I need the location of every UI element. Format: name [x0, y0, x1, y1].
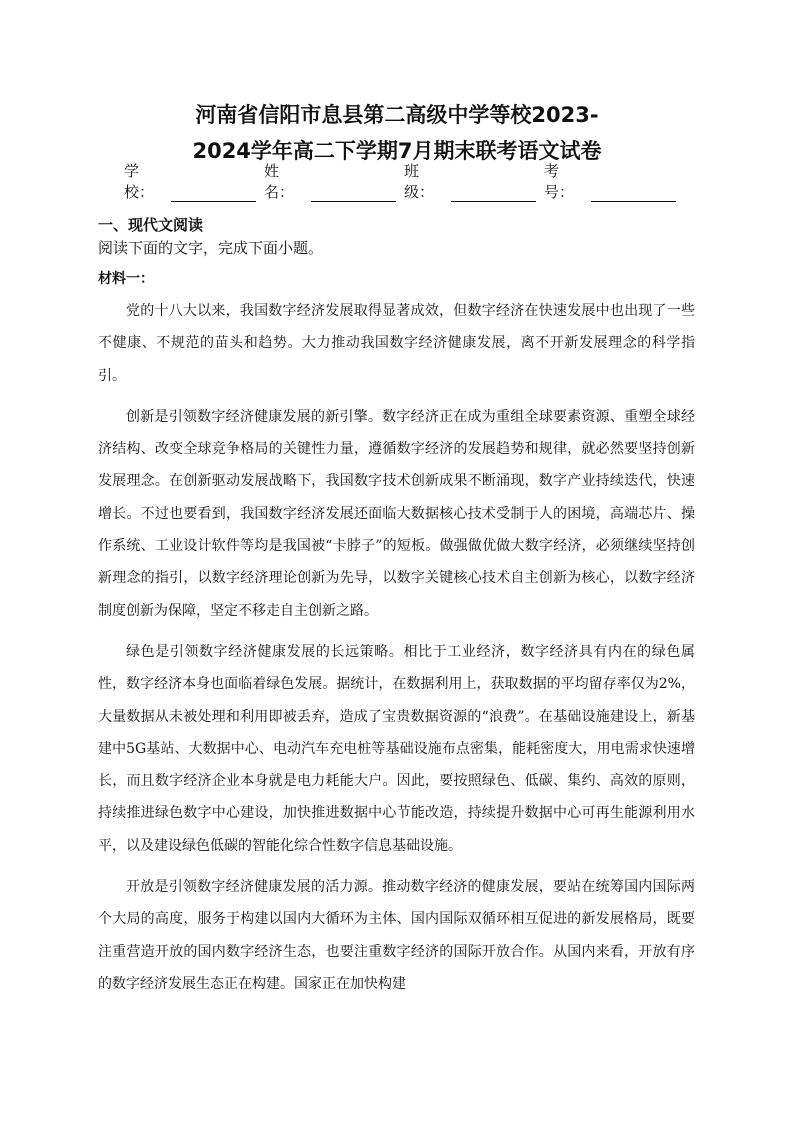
name-field[interactable]	[264, 160, 396, 202]
passage-paragraph: 开放是引领数字经济健康发展的活力源。推动数字经济的健康发展，要站在统筹国内国际两个大局的高度，服务于构建以国内大循环为主体、国内国际双循环相互促进的新发展格局，既要注重营造开放的国内数字经济生态，也要注重数字经济的国际开放合作。从国内来看，开放有序的数字经济发展生态正在构建。国家正在加快构建	[98, 879, 695, 992]
school-label: 学校：	[124, 162, 155, 201]
number-blank[interactable]	[591, 185, 676, 202]
class-label: 班级：	[404, 162, 435, 201]
passage-paragraph: 党的十八大以来，我国数字经济发展取得显著成效，但数字经济在快速发展中也出现了一些不健康、不规范的苗头和趋势。大力推动我国数字经济健康发展，离不开新发展理念的科学指引。	[98, 303, 695, 384]
passage-paragraph: 绿色是引领数字经济健康发展的长远策略。相比于工业经济，数字经济具有内在的绿色属性，数字经济本身也面临着绿色发展。据统计，在数据利用上，获取数据的平均留存率仅为2%，大量数据从未被处理和利用即被丢弃，造成了宝贵数据资源的“浪费”。在基础设施建设上，新基建中5G基站、大数据中心、电动汽车充电桩等基础设施布点密集，能耗密度大，用电需求快速增长，而且数字经济企业本身就是电力耗能大户。因此，要按照绿色、低碳、集约、高效的原则，持续推进绿色数字中心建设，加快推进数据中心节能改造，持续提升数据中心可再生能源利用水平，以及建设绿色低碳的智能化综合性数字信息基础设施。	[98, 643, 695, 854]
exam-title-line-1: 河南省信阳市息县第二高级中学等校2023-	[195, 103, 599, 127]
student-info-fields	[124, 162, 684, 201]
number-field[interactable]	[544, 160, 676, 202]
class-blank[interactable]	[451, 185, 536, 202]
number-label: 考号：	[544, 162, 575, 201]
school-blank[interactable]	[171, 185, 256, 202]
exam-title-line-2: 2024学年高二下学期7月期末联考语文试卷	[192, 139, 602, 163]
section-instruction: 阅读下面的文字，完成下面小题。	[98, 239, 324, 257]
passage-paragraph: 创新是引领数字经济健康发展的新引擎。数字经济正在成为重组全球要素资源、重塑全球经济结构、改变全球竞争格局的关键性力量，遵循数字经济的发展趋势和规律，就必然要坚持创新发展理念。在创新驱动发展战略下，我国数字技术创新成果不断涌现，数字产业持续迭代，快速增长。不过也要看到，我国数字经济发展还面临大数据核心技术受制于人的困境，高端芯片、操作系统、工业设计软件等均是我国被“卡脖子”的短板。做强做优做大数字经济，必须继续坚持创新理念的指引，以数字经济理论创新为先导，以数字关键核心技术自主创新为核心，以数字经济制度创新为保障，坚定不移走自主创新之路。	[98, 408, 695, 619]
name-blank[interactable]	[311, 185, 396, 202]
school-field[interactable]	[124, 160, 256, 202]
reading-passage	[98, 295, 695, 1009]
class-field[interactable]	[404, 160, 536, 202]
material-label: 材料一：	[98, 271, 154, 287]
name-label: 姓名：	[264, 162, 295, 201]
section-heading: 一、现代文阅读	[98, 216, 204, 234]
